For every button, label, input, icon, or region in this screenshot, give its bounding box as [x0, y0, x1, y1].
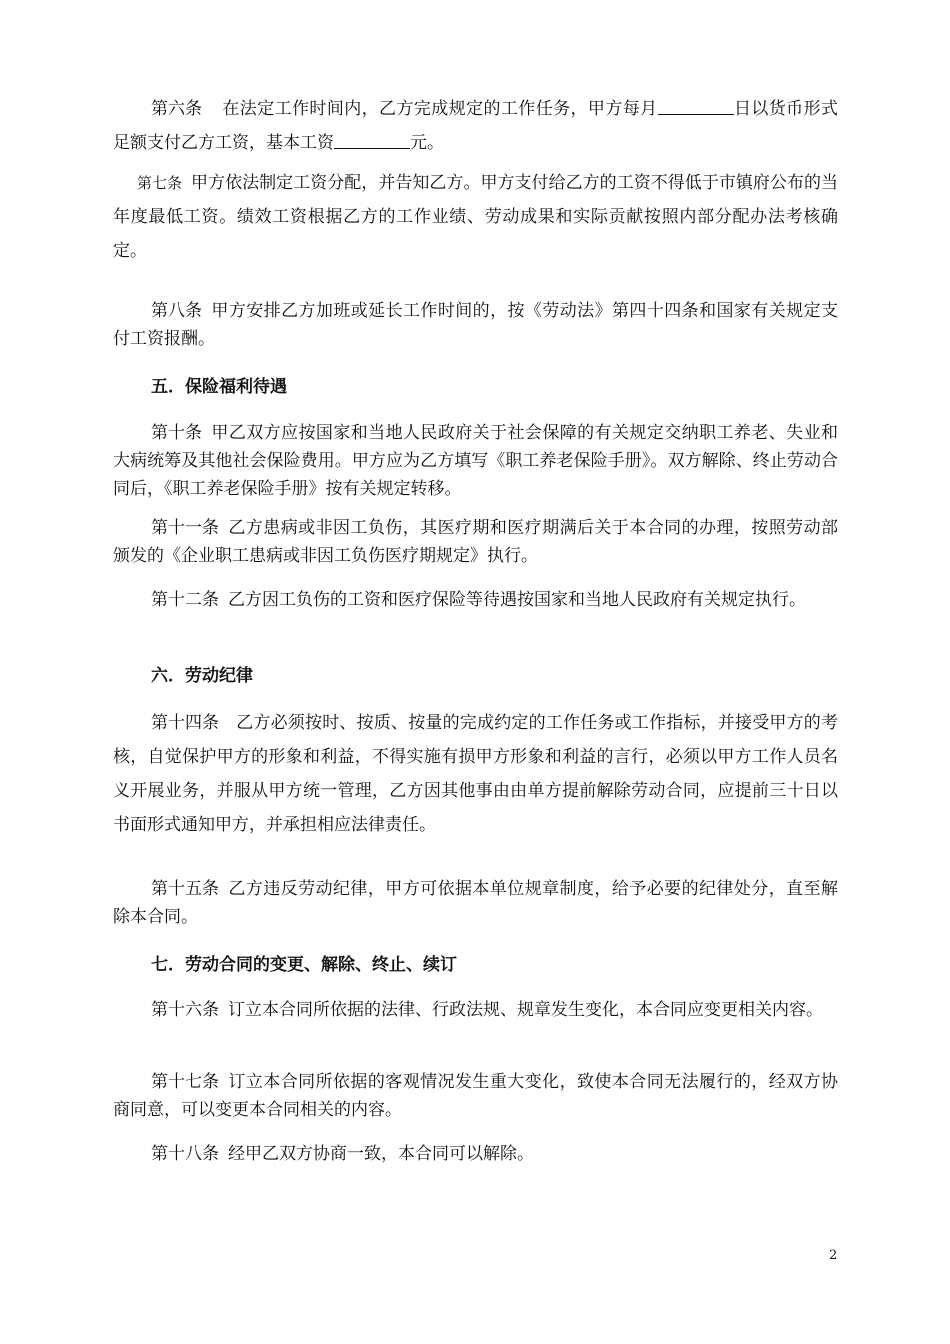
article-15: [113, 875, 838, 931]
base-salary-blank: [334, 132, 410, 149]
article-16: [113, 996, 838, 1024]
section-5-title: 五．保险福利待遇: [151, 377, 287, 397]
article-10-text: 甲乙双方应按国家和当地人民政府关于社会保障的有关规定交纳职工养老、失业和大病统筹及其他社会保险费用。甲方应为乙方填写《职工养老保险手册》。双方解除、终止劳动合同后，《职工养老保险手册》按有关规定转移。: [113, 423, 838, 499]
article-18-text: 经甲乙双方协商一致，本合同可以解除。: [228, 1144, 534, 1164]
article-14: [113, 706, 838, 842]
article-12-label: 第十二条: [151, 590, 219, 610]
article-16-text: 订立本合同所依据的法律、行政法规、规章发生变化，本合同应变更相关内容。: [228, 1000, 823, 1020]
article-16-label: 第十六条: [151, 1000, 219, 1020]
section-7-title: 七．劳动合同的变更、解除、终止、续订: [151, 955, 457, 975]
article-11-text: 乙方患病或非因工负伤，其医疗期和医疗期满后关于本合同的办理，按照劳动部颁发的《企业职工患病或非因工负伤医疗期规定》执行。: [113, 518, 838, 566]
article-8: [113, 297, 838, 353]
article-6-label: 第六条: [151, 99, 202, 119]
article-8-text: 甲方安排乙方加班或延长工作时间的，按《劳动法》第四十四条和国家有关规定支付工资报酬。: [113, 301, 838, 349]
article-18-label: 第十八条: [151, 1144, 219, 1164]
article-17-label: 第十七条: [151, 1072, 219, 1092]
article-6: [113, 92, 838, 160]
article-8-label: 第八条: [151, 301, 202, 321]
article-15-text: 乙方违反劳动纪律，甲方可依据本单位规章制度，给予必要的纪律处分，直至解除本合同。: [113, 879, 838, 927]
article-15-label: 第十五条: [151, 879, 219, 899]
article-11: [113, 514, 838, 570]
article-12-text: 乙方因工负伤的工资和医疗保险等待遇按国家和当地人民政府有关规定执行。: [228, 590, 806, 610]
article-6-text-c: 元。: [410, 133, 444, 153]
article-17-text: 订立本合同所依据的客观情况发生重大变化，致使本合同无法履行的，经双方协商同意，可以变更本合同相关的内容。: [113, 1072, 838, 1120]
article-12: [113, 586, 838, 614]
article-14-text: 乙方必须按时、按质、按量的完成约定的工作任务或工作指标，并接受甲方的考核，自觉保护甲方的形象和利益，不得实施有损甲方形象和利益的言行，必须以甲方工作人员名义开展业务，并服从甲方统一管理，乙方因其他事由由单方提前解除劳动合同，应提前三十日以书面形式通知甲方，并承担相应法律责任。: [113, 713, 838, 835]
article-18: [113, 1140, 838, 1168]
page-number: 2: [829, 1248, 838, 1263]
article-14-label: 第十四条: [151, 713, 219, 733]
article-10: [113, 419, 838, 503]
article-7-label: 第七条: [137, 174, 183, 192]
article-17: [113, 1068, 838, 1124]
article-7-text: 甲方依法制定工资分配，并告知乙方。甲方支付给乙方的工资不得低于市镇府公布的当年度最低工资。绩效工资根据乙方的工作业绩、劳动成果和实际贡献按照内部分配办法考核确定。: [113, 173, 838, 261]
article-6-text-a: 在法定工作时间内，乙方完成规定的工作任务，甲方每月: [222, 99, 658, 119]
section-6-title: 六．劳动纪律: [151, 666, 253, 686]
article-7: [113, 166, 838, 268]
article-11-label: 第十一条: [151, 518, 219, 538]
article-10-label: 第十条: [151, 423, 202, 443]
payday-blank: [658, 98, 734, 115]
article-6-text-b: 日以货币形式足额支付乙方工资，基本工资: [113, 99, 838, 153]
